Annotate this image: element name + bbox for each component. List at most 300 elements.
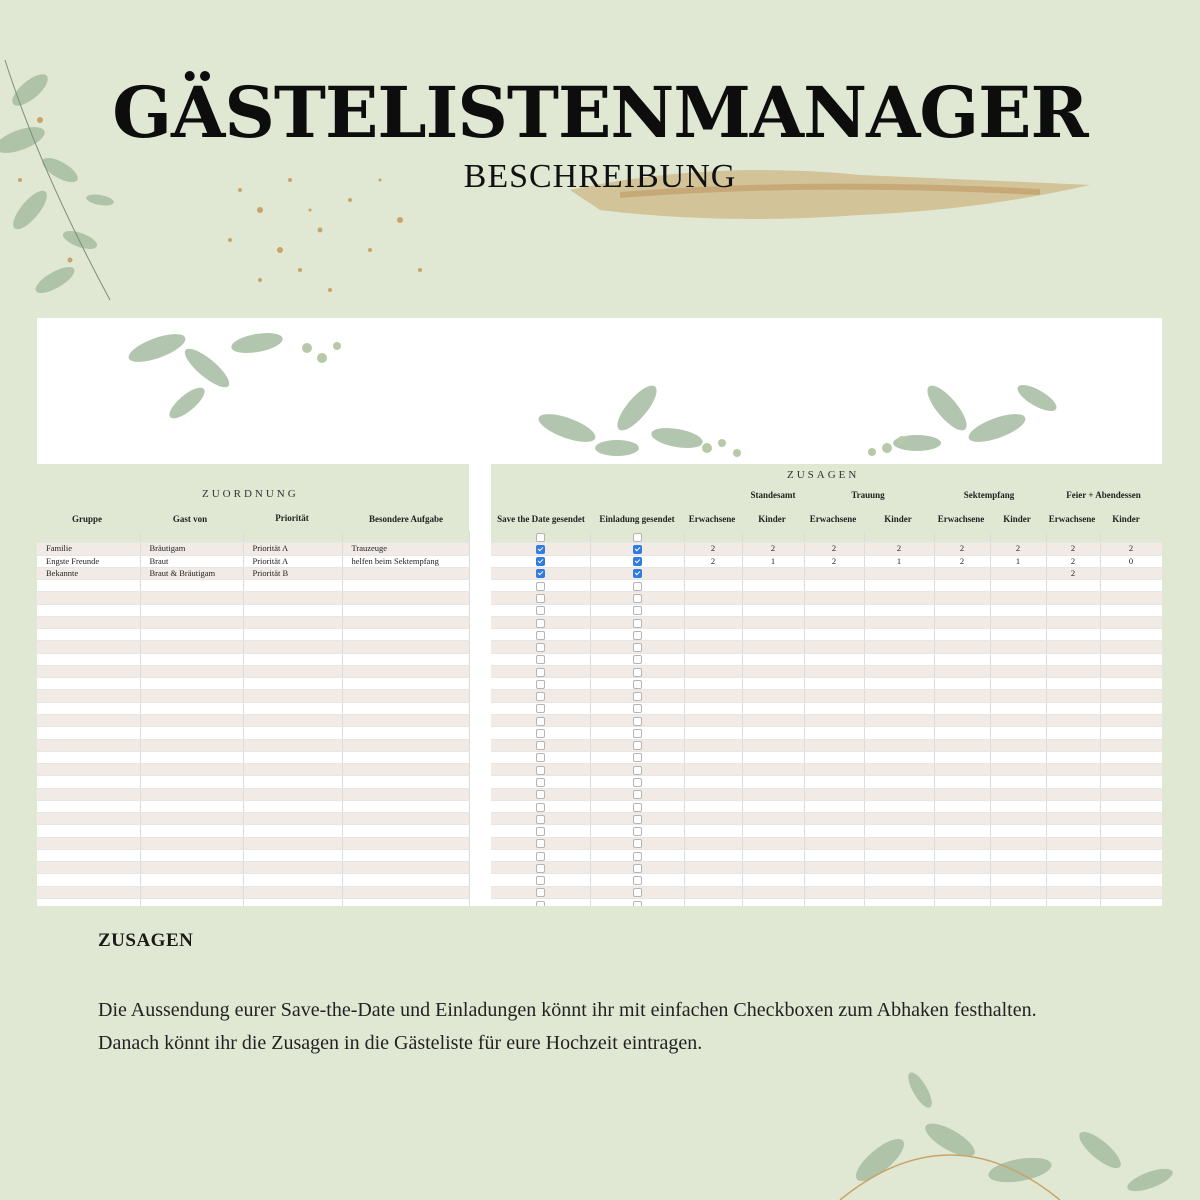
count-cell[interactable] bbox=[1100, 629, 1162, 641]
count-cell[interactable] bbox=[804, 653, 864, 665]
count-cell[interactable] bbox=[804, 629, 864, 641]
count-cell[interactable] bbox=[934, 714, 990, 726]
count-cell[interactable] bbox=[1100, 616, 1162, 628]
count-cell[interactable] bbox=[742, 788, 804, 800]
einladung-checkbox[interactable] bbox=[633, 790, 642, 799]
table-cell[interactable] bbox=[37, 788, 140, 800]
table-cell[interactable] bbox=[140, 629, 243, 641]
count-cell[interactable] bbox=[864, 739, 934, 751]
save-the-date-checkbox[interactable] bbox=[536, 839, 545, 848]
count-cell[interactable] bbox=[684, 702, 742, 714]
table-cell[interactable] bbox=[342, 641, 469, 653]
count-cell[interactable] bbox=[1100, 751, 1162, 763]
table-cell[interactable] bbox=[37, 886, 140, 898]
count-cell[interactable] bbox=[864, 653, 934, 665]
table-cell[interactable] bbox=[140, 862, 243, 874]
count-cell[interactable] bbox=[990, 580, 1046, 592]
count-cell[interactable] bbox=[1100, 678, 1162, 690]
count-cell[interactable] bbox=[990, 678, 1046, 690]
count-cell[interactable]: 2 bbox=[1046, 543, 1100, 555]
count-cell[interactable] bbox=[1100, 874, 1162, 886]
count-cell[interactable] bbox=[684, 776, 742, 788]
count-cell[interactable] bbox=[864, 702, 934, 714]
count-cell[interactable] bbox=[804, 567, 864, 579]
save-the-date-checkbox[interactable] bbox=[536, 704, 545, 713]
count-cell[interactable] bbox=[864, 849, 934, 861]
count-cell[interactable] bbox=[934, 604, 990, 616]
count-cell[interactable] bbox=[742, 898, 804, 906]
table-cell[interactable]: Braut & Bräutigam bbox=[140, 567, 243, 579]
count-cell[interactable] bbox=[1046, 665, 1100, 677]
table-cell[interactable] bbox=[243, 751, 342, 763]
table-cell[interactable] bbox=[243, 849, 342, 861]
count-cell[interactable] bbox=[742, 653, 804, 665]
count-cell[interactable] bbox=[864, 886, 934, 898]
table-cell[interactable]: helfen beim Sektempfang bbox=[342, 555, 469, 567]
einladung-checkbox[interactable] bbox=[633, 753, 642, 762]
save-the-date-checkbox[interactable] bbox=[536, 680, 545, 689]
count-cell[interactable] bbox=[684, 727, 742, 739]
count-cell[interactable] bbox=[934, 531, 990, 543]
table-cell[interactable] bbox=[140, 616, 243, 628]
table-cell[interactable] bbox=[37, 580, 140, 592]
count-cell[interactable] bbox=[990, 849, 1046, 861]
count-cell[interactable] bbox=[864, 580, 934, 592]
count-cell[interactable] bbox=[742, 714, 804, 726]
table-cell[interactable] bbox=[243, 531, 342, 543]
einladung-checkbox[interactable] bbox=[633, 692, 642, 701]
count-cell[interactable]: 1 bbox=[864, 555, 934, 567]
table-cell[interactable] bbox=[243, 665, 342, 677]
count-cell[interactable] bbox=[1100, 604, 1162, 616]
save-the-date-checkbox[interactable] bbox=[536, 692, 545, 701]
einladung-checkbox[interactable] bbox=[633, 668, 642, 677]
einladung-checkbox[interactable] bbox=[633, 582, 642, 591]
table-cell[interactable] bbox=[342, 849, 469, 861]
count-cell[interactable] bbox=[934, 567, 990, 579]
count-cell[interactable] bbox=[684, 714, 742, 726]
table-cell[interactable] bbox=[140, 641, 243, 653]
count-cell[interactable] bbox=[934, 629, 990, 641]
einladung-checkbox[interactable] bbox=[633, 815, 642, 824]
einladung-checkbox[interactable] bbox=[633, 717, 642, 726]
table-cell[interactable] bbox=[243, 580, 342, 592]
table-cell[interactable] bbox=[37, 874, 140, 886]
count-cell[interactable] bbox=[864, 751, 934, 763]
save-the-date-checkbox[interactable] bbox=[536, 729, 545, 738]
count-cell[interactable] bbox=[990, 886, 1046, 898]
count-cell[interactable] bbox=[1046, 862, 1100, 874]
einladung-checkbox[interactable] bbox=[633, 901, 642, 906]
count-cell[interactable] bbox=[990, 874, 1046, 886]
einladung-checkbox[interactable] bbox=[633, 741, 642, 750]
table-cell[interactable] bbox=[243, 592, 342, 604]
count-cell[interactable] bbox=[990, 898, 1046, 906]
table-cell[interactable] bbox=[243, 764, 342, 776]
count-cell[interactable] bbox=[990, 665, 1046, 677]
einladung-checkbox[interactable] bbox=[633, 643, 642, 652]
table-cell[interactable] bbox=[243, 641, 342, 653]
count-cell[interactable]: 2 bbox=[990, 543, 1046, 555]
count-cell[interactable] bbox=[990, 702, 1046, 714]
table-cell[interactable] bbox=[37, 531, 140, 543]
einladung-checkbox[interactable] bbox=[633, 619, 642, 628]
count-cell[interactable] bbox=[684, 592, 742, 604]
table-cell[interactable] bbox=[342, 800, 469, 812]
count-cell[interactable] bbox=[934, 641, 990, 653]
table-cell[interactable] bbox=[243, 837, 342, 849]
save-the-date-checkbox[interactable] bbox=[536, 741, 545, 750]
table-cell[interactable] bbox=[342, 604, 469, 616]
count-cell[interactable] bbox=[684, 629, 742, 641]
table-cell[interactable] bbox=[342, 616, 469, 628]
count-cell[interactable] bbox=[864, 678, 934, 690]
count-cell[interactable] bbox=[934, 592, 990, 604]
count-cell[interactable] bbox=[804, 531, 864, 543]
table-cell[interactable] bbox=[243, 690, 342, 702]
count-cell[interactable] bbox=[1100, 714, 1162, 726]
count-cell[interactable] bbox=[742, 886, 804, 898]
table-cell[interactable] bbox=[342, 739, 469, 751]
count-cell[interactable] bbox=[1100, 702, 1162, 714]
save-the-date-checkbox[interactable] bbox=[536, 876, 545, 885]
einladung-checkbox[interactable] bbox=[633, 655, 642, 664]
count-cell[interactable] bbox=[990, 641, 1046, 653]
table-cell[interactable] bbox=[37, 739, 140, 751]
table-cell[interactable]: Familie bbox=[37, 543, 140, 555]
table-cell[interactable] bbox=[342, 665, 469, 677]
count-cell[interactable] bbox=[934, 886, 990, 898]
count-cell[interactable] bbox=[742, 690, 804, 702]
einladung-checkbox[interactable] bbox=[633, 864, 642, 873]
table-cell[interactable]: Braut bbox=[140, 555, 243, 567]
einladung-checkbox[interactable] bbox=[633, 606, 642, 615]
count-cell[interactable] bbox=[804, 727, 864, 739]
count-cell[interactable] bbox=[934, 702, 990, 714]
count-cell[interactable] bbox=[1100, 825, 1162, 837]
count-cell[interactable] bbox=[864, 629, 934, 641]
count-cell[interactable] bbox=[864, 764, 934, 776]
count-cell[interactable] bbox=[804, 592, 864, 604]
count-cell[interactable] bbox=[864, 898, 934, 906]
save-the-date-checkbox[interactable] bbox=[536, 594, 545, 603]
count-cell[interactable] bbox=[1046, 678, 1100, 690]
count-cell[interactable] bbox=[1046, 616, 1100, 628]
count-cell[interactable] bbox=[742, 604, 804, 616]
einladung-checkbox[interactable] bbox=[633, 852, 642, 861]
count-cell[interactable]: 2 bbox=[804, 555, 864, 567]
count-cell[interactable] bbox=[934, 849, 990, 861]
table-cell[interactable] bbox=[342, 580, 469, 592]
table-cell[interactable] bbox=[140, 678, 243, 690]
count-cell[interactable] bbox=[934, 665, 990, 677]
count-cell[interactable] bbox=[1046, 714, 1100, 726]
table-cell[interactable] bbox=[342, 862, 469, 874]
count-cell[interactable] bbox=[864, 874, 934, 886]
count-cell[interactable] bbox=[742, 849, 804, 861]
count-cell[interactable] bbox=[1100, 592, 1162, 604]
table-cell[interactable] bbox=[243, 886, 342, 898]
table-cell[interactable] bbox=[37, 604, 140, 616]
table-cell[interactable] bbox=[140, 690, 243, 702]
count-cell[interactable] bbox=[1046, 592, 1100, 604]
table-cell[interactable] bbox=[243, 800, 342, 812]
count-cell[interactable] bbox=[742, 629, 804, 641]
count-cell[interactable] bbox=[1100, 653, 1162, 665]
table-cell[interactable] bbox=[140, 727, 243, 739]
count-cell[interactable] bbox=[990, 604, 1046, 616]
table-cell[interactable] bbox=[243, 825, 342, 837]
count-cell[interactable] bbox=[804, 776, 864, 788]
count-cell[interactable] bbox=[804, 641, 864, 653]
table-cell[interactable]: Bräutigam bbox=[140, 543, 243, 555]
save-the-date-checkbox[interactable] bbox=[536, 631, 545, 640]
table-cell[interactable] bbox=[37, 849, 140, 861]
count-cell[interactable] bbox=[1100, 665, 1162, 677]
save-the-date-checkbox[interactable] bbox=[536, 852, 545, 861]
save-the-date-checkbox[interactable] bbox=[536, 815, 545, 824]
table-cell[interactable] bbox=[342, 629, 469, 641]
count-cell[interactable] bbox=[864, 616, 934, 628]
count-cell[interactable] bbox=[864, 592, 934, 604]
table-cell[interactable] bbox=[243, 727, 342, 739]
table-cell[interactable] bbox=[342, 702, 469, 714]
count-cell[interactable] bbox=[742, 800, 804, 812]
count-cell[interactable] bbox=[990, 776, 1046, 788]
count-cell[interactable] bbox=[742, 580, 804, 592]
count-cell[interactable] bbox=[990, 690, 1046, 702]
table-cell[interactable] bbox=[243, 702, 342, 714]
count-cell[interactable] bbox=[684, 849, 742, 861]
count-cell[interactable] bbox=[1100, 567, 1162, 579]
table-cell[interactable] bbox=[243, 714, 342, 726]
count-cell[interactable] bbox=[934, 764, 990, 776]
count-cell[interactable] bbox=[1046, 629, 1100, 641]
count-cell[interactable] bbox=[684, 690, 742, 702]
count-cell[interactable] bbox=[804, 886, 864, 898]
count-cell[interactable] bbox=[990, 714, 1046, 726]
count-cell[interactable] bbox=[934, 739, 990, 751]
count-cell[interactable]: 2 bbox=[742, 543, 804, 555]
table-cell[interactable] bbox=[342, 825, 469, 837]
count-cell[interactable] bbox=[1100, 727, 1162, 739]
count-cell[interactable] bbox=[684, 567, 742, 579]
count-cell[interactable] bbox=[864, 665, 934, 677]
table-cell[interactable] bbox=[342, 653, 469, 665]
table-cell[interactable] bbox=[37, 665, 140, 677]
count-cell[interactable]: 2 bbox=[684, 543, 742, 555]
count-cell[interactable] bbox=[990, 813, 1046, 825]
table-cell[interactable] bbox=[37, 653, 140, 665]
einladung-checkbox[interactable] bbox=[633, 827, 642, 836]
count-cell[interactable] bbox=[684, 800, 742, 812]
count-cell[interactable] bbox=[934, 874, 990, 886]
table-cell[interactable] bbox=[342, 567, 469, 579]
count-cell[interactable] bbox=[1100, 862, 1162, 874]
table-cell[interactable] bbox=[140, 739, 243, 751]
table-cell[interactable] bbox=[342, 751, 469, 763]
count-cell[interactable] bbox=[804, 751, 864, 763]
table-cell[interactable] bbox=[140, 898, 243, 906]
count-cell[interactable]: 2 bbox=[1046, 567, 1100, 579]
table-cell[interactable] bbox=[37, 813, 140, 825]
count-cell[interactable] bbox=[1046, 849, 1100, 861]
table-cell[interactable] bbox=[140, 788, 243, 800]
save-the-date-checkbox[interactable] bbox=[536, 655, 545, 664]
count-cell[interactable] bbox=[864, 641, 934, 653]
save-the-date-checkbox[interactable] bbox=[536, 803, 545, 812]
table-cell[interactable] bbox=[140, 604, 243, 616]
table-cell[interactable]: Priorität A bbox=[243, 543, 342, 555]
count-cell[interactable] bbox=[990, 629, 1046, 641]
save-the-date-checkbox[interactable] bbox=[536, 827, 545, 836]
table-cell[interactable] bbox=[37, 751, 140, 763]
count-cell[interactable] bbox=[1046, 690, 1100, 702]
table-cell[interactable] bbox=[140, 653, 243, 665]
table-cell[interactable] bbox=[140, 886, 243, 898]
table-cell[interactable] bbox=[37, 898, 140, 906]
count-cell[interactable] bbox=[684, 837, 742, 849]
count-cell[interactable] bbox=[934, 690, 990, 702]
count-cell[interactable] bbox=[804, 665, 864, 677]
table-cell[interactable] bbox=[342, 813, 469, 825]
count-cell[interactable]: 0 bbox=[1100, 555, 1162, 567]
count-cell[interactable] bbox=[864, 604, 934, 616]
count-cell[interactable]: 2 bbox=[864, 543, 934, 555]
count-cell[interactable] bbox=[1046, 898, 1100, 906]
count-cell[interactable] bbox=[1046, 641, 1100, 653]
count-cell[interactable] bbox=[1046, 580, 1100, 592]
count-cell[interactable] bbox=[742, 837, 804, 849]
save-the-date-checkbox[interactable] bbox=[536, 717, 545, 726]
count-cell[interactable] bbox=[934, 788, 990, 800]
table-cell[interactable] bbox=[243, 653, 342, 665]
count-cell[interactable] bbox=[934, 898, 990, 906]
count-cell[interactable] bbox=[934, 813, 990, 825]
table-cell[interactable] bbox=[243, 898, 342, 906]
save-the-date-checkbox[interactable] bbox=[536, 753, 545, 762]
count-cell[interactable] bbox=[1100, 849, 1162, 861]
table-cell[interactable] bbox=[140, 849, 243, 861]
table-cell[interactable] bbox=[342, 788, 469, 800]
table-cell[interactable] bbox=[37, 837, 140, 849]
count-cell[interactable]: 2 bbox=[934, 555, 990, 567]
count-cell[interactable] bbox=[1046, 727, 1100, 739]
count-cell[interactable] bbox=[1100, 690, 1162, 702]
count-cell[interactable] bbox=[864, 567, 934, 579]
table-cell[interactable] bbox=[342, 592, 469, 604]
count-cell[interactable]: 2 bbox=[804, 543, 864, 555]
count-cell[interactable] bbox=[1046, 776, 1100, 788]
count-cell[interactable] bbox=[1046, 764, 1100, 776]
save-the-date-checkbox[interactable] bbox=[536, 582, 545, 591]
table-cell[interactable] bbox=[37, 702, 140, 714]
table-cell[interactable] bbox=[243, 616, 342, 628]
count-cell[interactable] bbox=[742, 874, 804, 886]
table-cell[interactable] bbox=[37, 690, 140, 702]
count-cell[interactable] bbox=[1100, 580, 1162, 592]
count-cell[interactable] bbox=[864, 776, 934, 788]
table-cell[interactable] bbox=[37, 764, 140, 776]
table-cell[interactable] bbox=[37, 862, 140, 874]
table-cell[interactable] bbox=[243, 604, 342, 616]
save-the-date-checkbox[interactable] bbox=[536, 545, 545, 554]
table-cell[interactable] bbox=[37, 800, 140, 812]
einladung-checkbox[interactable] bbox=[633, 631, 642, 640]
save-the-date-checkbox[interactable] bbox=[536, 864, 545, 873]
count-cell[interactable]: 2 bbox=[934, 543, 990, 555]
save-the-date-checkbox[interactable] bbox=[536, 619, 545, 628]
count-cell[interactable] bbox=[990, 653, 1046, 665]
count-cell[interactable] bbox=[1046, 874, 1100, 886]
count-cell[interactable] bbox=[684, 898, 742, 906]
save-the-date-checkbox[interactable] bbox=[536, 533, 545, 542]
count-cell[interactable] bbox=[990, 567, 1046, 579]
count-cell[interactable] bbox=[934, 616, 990, 628]
count-cell[interactable] bbox=[804, 690, 864, 702]
count-cell[interactable] bbox=[990, 825, 1046, 837]
einladung-checkbox[interactable] bbox=[633, 766, 642, 775]
table-cell[interactable]: Priorität A bbox=[243, 555, 342, 567]
count-cell[interactable] bbox=[864, 813, 934, 825]
einladung-checkbox[interactable] bbox=[633, 729, 642, 738]
save-the-date-checkbox[interactable] bbox=[536, 766, 545, 775]
count-cell[interactable] bbox=[934, 800, 990, 812]
count-cell[interactable] bbox=[684, 739, 742, 751]
save-the-date-checkbox[interactable] bbox=[536, 643, 545, 652]
einladung-checkbox[interactable] bbox=[633, 680, 642, 689]
count-cell[interactable] bbox=[684, 886, 742, 898]
table-cell[interactable] bbox=[243, 813, 342, 825]
table-cell[interactable] bbox=[37, 714, 140, 726]
einladung-checkbox[interactable] bbox=[633, 876, 642, 885]
count-cell[interactable] bbox=[804, 862, 864, 874]
count-cell[interactable]: 2 bbox=[684, 555, 742, 567]
table-cell[interactable] bbox=[140, 764, 243, 776]
count-cell[interactable] bbox=[990, 800, 1046, 812]
count-cell[interactable] bbox=[804, 874, 864, 886]
count-cell[interactable] bbox=[742, 531, 804, 543]
table-cell[interactable] bbox=[37, 727, 140, 739]
count-cell[interactable] bbox=[1046, 751, 1100, 763]
count-cell[interactable] bbox=[1046, 886, 1100, 898]
save-the-date-checkbox[interactable] bbox=[536, 557, 545, 566]
count-cell[interactable] bbox=[742, 592, 804, 604]
count-cell[interactable] bbox=[1046, 800, 1100, 812]
count-cell[interactable] bbox=[864, 714, 934, 726]
count-cell[interactable] bbox=[934, 653, 990, 665]
count-cell[interactable] bbox=[1046, 531, 1100, 543]
count-cell[interactable] bbox=[742, 665, 804, 677]
table-cell[interactable] bbox=[140, 580, 243, 592]
count-cell[interactable] bbox=[1046, 825, 1100, 837]
count-cell[interactable] bbox=[804, 837, 864, 849]
count-cell[interactable] bbox=[864, 727, 934, 739]
count-cell[interactable] bbox=[934, 837, 990, 849]
save-the-date-checkbox[interactable] bbox=[536, 606, 545, 615]
einladung-checkbox[interactable] bbox=[633, 533, 642, 542]
count-cell[interactable] bbox=[684, 616, 742, 628]
einladung-checkbox[interactable] bbox=[633, 888, 642, 897]
count-cell[interactable]: 2 bbox=[1100, 543, 1162, 555]
count-cell[interactable] bbox=[1046, 604, 1100, 616]
einladung-checkbox[interactable] bbox=[633, 594, 642, 603]
count-cell[interactable] bbox=[1100, 641, 1162, 653]
count-cell[interactable] bbox=[934, 727, 990, 739]
count-cell[interactable] bbox=[990, 616, 1046, 628]
count-cell[interactable] bbox=[804, 702, 864, 714]
count-cell[interactable] bbox=[684, 874, 742, 886]
